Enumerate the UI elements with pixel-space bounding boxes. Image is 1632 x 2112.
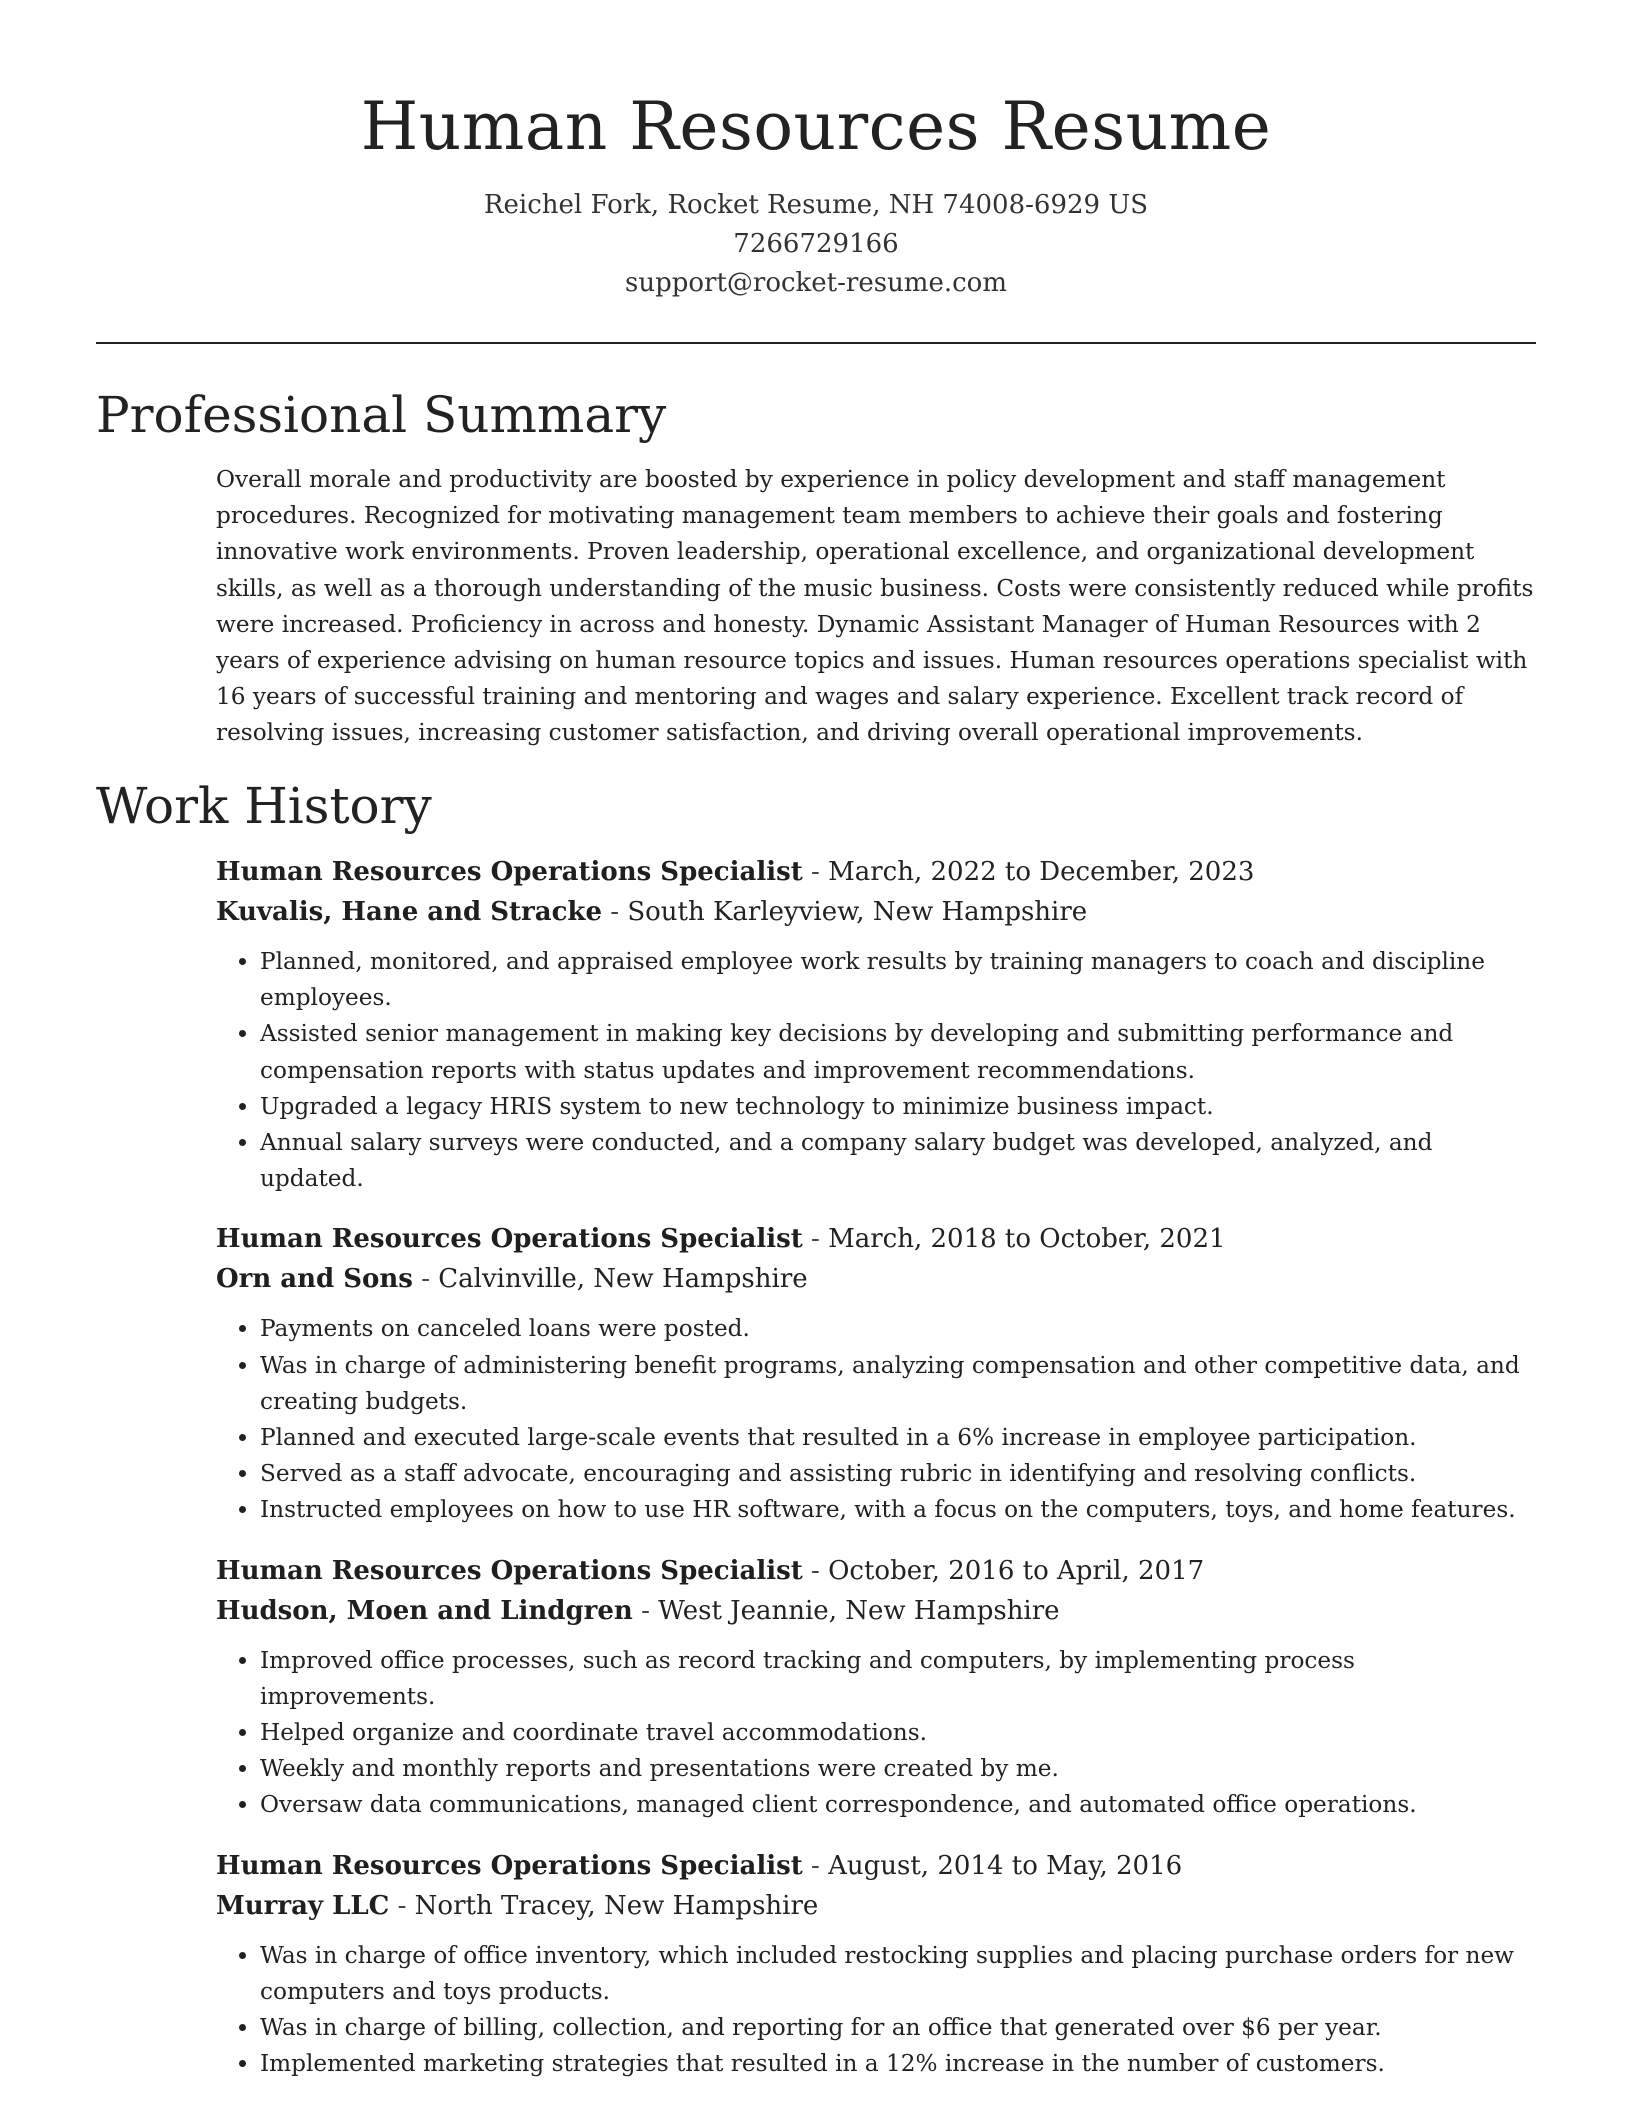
job-bullet: • Served as a staff advocate, encouraging and assisting rubric in identifying and resolving conflicts. bbox=[260, 1456, 1536, 1492]
job-bullet: • Improved office processes, such as record tracking and computers, by implementing process improvements. bbox=[260, 1643, 1536, 1715]
job-company: Murray LLC bbox=[216, 1890, 390, 1921]
job-dates: October, 2016 to April, 2017 bbox=[828, 1555, 1205, 1586]
job-company-line bbox=[216, 1259, 1536, 1299]
job-title: Human Resources Operations Specialist bbox=[216, 857, 803, 887]
job-location: West Jeannie, New Hampshire bbox=[658, 1595, 1060, 1626]
contact-email: support@rocket-resume.com bbox=[624, 268, 1007, 298]
separator: - bbox=[802, 1555, 829, 1586]
job-bullets bbox=[216, 944, 1536, 1197]
job-bullet: • Was in charge of billing, collection, and reporting for an office that generated over $6 per year. bbox=[260, 2010, 1536, 2046]
job-bullet: • Payments on canceled loans were posted. bbox=[260, 1311, 1536, 1347]
separator: - bbox=[412, 1264, 439, 1295]
work-history-list bbox=[216, 852, 1536, 2104]
job-company-line bbox=[216, 892, 1536, 932]
job-company: Hudson, Moen and Lindgren bbox=[216, 1595, 633, 1626]
job-entry bbox=[216, 1551, 1536, 1824]
job-company-line bbox=[216, 1886, 1536, 1926]
job-company: Kuvalis, Hane and Stracke bbox=[216, 897, 602, 927]
summary-text: Overall morale and productivity are boosted by experience in policy development and staff management procedures. Recognized for motivating management team members to achieve their goals and fostering innovative work environments. Proven leadership, operational excellence, and organizational development skills, as well as a thorough understanding of the music business. Costs were consistently reduced while profits were increased. Proficiency in across and honesty. Dynamic Assistant Manager of Human Resources with 2 years of experience advising on human resource topics and issues. Human resources operations specialist with 16 years of successful training and mentoring and wages and salary experience. Excellent track record of resolving issues, increasing customer satisfaction, and driving overall operational improvements. bbox=[216, 466, 1534, 747]
resume-header bbox=[0, 0, 1632, 303]
job-bullets bbox=[216, 1938, 1536, 2083]
job-location: North Tracey, New Hampshire bbox=[414, 1890, 819, 1921]
separator: - bbox=[602, 897, 628, 927]
job-title: Human Resources Operations Specialist bbox=[216, 1555, 803, 1586]
job-bullet: • Oversaw data communications, managed client correspondence, and automated office operations. bbox=[260, 1787, 1536, 1823]
job-bullet: • Helped organize and coordinate travel accommodations. bbox=[260, 1715, 1536, 1751]
job-dates: March, 2018 to October, 2021 bbox=[828, 1224, 1226, 1255]
job-bullets bbox=[216, 1311, 1536, 1528]
summary-heading: Professional Summary bbox=[96, 386, 667, 444]
job-dates: August, 2014 to May, 2016 bbox=[828, 1850, 1183, 1881]
contact-phone: 7266729166 bbox=[733, 229, 899, 259]
job-bullet: • Assisted senior management in making key decisions by developing and submitting performance and compensation reports with status updates and improvement recommendations. bbox=[260, 1016, 1536, 1088]
job-entry bbox=[216, 852, 1536, 1197]
job-company-line bbox=[216, 1591, 1536, 1631]
separator: - bbox=[802, 1224, 829, 1255]
job-location: South Karleyview, New Hampshire bbox=[627, 897, 1088, 927]
job-bullet: • Planned, monitored, and appraised employee work results by training managers to coach and discipline employees. bbox=[260, 944, 1536, 1016]
job-dates: March, 2022 to December, 2023 bbox=[828, 857, 1255, 887]
job-bullets bbox=[216, 1643, 1536, 1824]
job-bullet: • Planned and executed large-scale events that resulted in a 6% increase in employee participation. bbox=[260, 1420, 1536, 1456]
job-entry bbox=[216, 1846, 1536, 2083]
job-bullet: • Was in charge of office inventory, which included restocking supplies and placing purchase orders for new computers and toys products. bbox=[260, 1938, 1536, 2010]
job-bullet: • Weekly and monthly reports and presentations were created by me. bbox=[260, 1751, 1536, 1787]
separator: - bbox=[389, 1890, 415, 1921]
job-title-line bbox=[216, 1846, 1536, 1886]
job-title: Human Resources Operations Specialist bbox=[216, 1850, 803, 1881]
job-location: Calvinville, New Hampshire bbox=[438, 1264, 808, 1295]
job-title-line bbox=[216, 1551, 1536, 1591]
job-title-line bbox=[216, 852, 1536, 892]
contact-block bbox=[0, 186, 1632, 303]
header-divider bbox=[96, 342, 1536, 344]
job-bullet: • Upgraded a legacy HRIS system to new technology to minimize business impact. bbox=[260, 1089, 1536, 1125]
separator: - bbox=[802, 857, 829, 887]
job-bullet: • Instructed employees on how to use HR software, with a focus on the computers, toys, and home features. bbox=[260, 1492, 1536, 1528]
job-bullet: • Implemented marketing strategies that resulted in a 12% increase in the number of customers. bbox=[260, 2046, 1536, 2082]
job-company: Orn and Sons bbox=[216, 1264, 413, 1295]
job-entry bbox=[216, 1219, 1536, 1528]
job-bullet: • Was in charge of administering benefit programs, analyzing compensation and other competitive data, and creating budgets. bbox=[260, 1348, 1536, 1420]
job-bullet: • Annual salary surveys were conducted, and a company salary budget was developed, analyzed, and updated. bbox=[260, 1125, 1536, 1197]
separator: - bbox=[802, 1850, 829, 1881]
resume-title: Human Resources Resume bbox=[360, 88, 1272, 165]
work-history-heading: Work History bbox=[96, 777, 432, 835]
separator: - bbox=[632, 1595, 659, 1626]
job-title-line bbox=[216, 1219, 1536, 1259]
job-title: Human Resources Operations Specialist bbox=[216, 1224, 803, 1255]
contact-address: Reichel Fork, Rocket Resume, NH 74008-6929 US bbox=[483, 190, 1149, 220]
